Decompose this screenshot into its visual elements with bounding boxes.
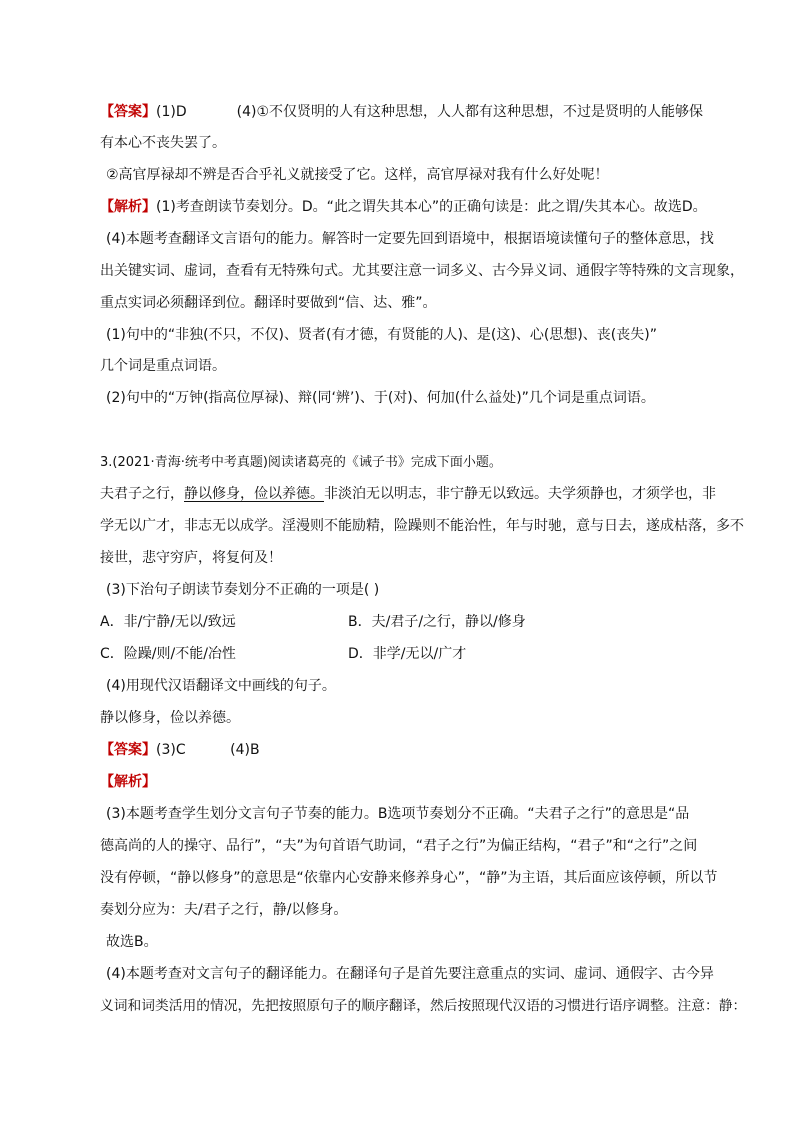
analysis2-line-1: (3)本题考查学生划分文言句子节奏的能力。B选项节奏划分不正确。“夫君子之行”的意思是“品 xyxy=(106,806,690,822)
analysis-line-7: (2)句中的“万钟(指高位厚禄)、辩(同‘辨’)、于(对)、何加(什么益处)”几个词是重点词语。 xyxy=(106,390,655,406)
answer-part-1: (1)D xyxy=(156,104,187,120)
analysis-line-4: 重点实词必须翻译到位。翻译时要做到“信、达、雅”。 xyxy=(100,295,437,311)
answer-text-2: (3)C (4)B xyxy=(156,742,260,758)
answer-tag: 【答案】 xyxy=(100,104,156,120)
analysis-text: (1)考查朗读节奏划分。D。“此之谓失其本心”的正确句读是：此之谓/失其本心。故选D。 xyxy=(156,199,707,215)
answer-part-4: (4)①不仅贤明的人有这种思想，人人都有这种思想，不过是贤明的人能够保 xyxy=(236,104,704,120)
passage-line-1 xyxy=(100,484,716,504)
analysis2-line-6: (4)本题考查对文言句子的翻译能力。在翻译句子是首先要注意重点的实词、虚词、通假字、古今异 xyxy=(106,966,714,982)
option-b: B．夫/君子/之行，静以/修身 xyxy=(348,614,526,630)
option-a: A．非/宁静/无以/致远 xyxy=(100,614,236,630)
options-row-1 xyxy=(100,612,660,632)
passage-pre: 夫君子之行， xyxy=(100,486,184,502)
options-row-2 xyxy=(100,644,660,664)
analysis2-line-4: 奏划分应为：夫/君子之行，静/以修身。 xyxy=(100,902,348,918)
answer-line-3: ②高官厚禄却不辨是否合乎礼义就接受了它。这样，高官厚禄对我有什么好处呢！ xyxy=(106,167,609,183)
option-d: D．非学/无以/广才 xyxy=(348,646,467,662)
question-header: 3.(2021·青海·统考中考真题)阅读诸葛亮的《诫子书》完成下面小题。 xyxy=(100,455,502,470)
analysis-line-3: 出关键实词、虚词，查看有无特殊句式。尤其要注意一词多义、古今异义词、通假字等特殊的文言现象， xyxy=(100,263,744,279)
analysis-heading-2 xyxy=(100,772,156,792)
answer-line-b2 xyxy=(100,740,260,760)
analysis2-line-2: 德高尚的人的操守、品行”，“夫”为句首语气助词，“君子之行”为偏正结构，“君子”和“之行”之间 xyxy=(100,838,698,854)
analysis-line-2: (4)本题考查翻译文言语句的能力。解答时一定要先回到语境中，根据语境读懂句子的整体意思，找 xyxy=(106,231,714,247)
analysis2-line-7: 义词和词类活用的情况，先把按照原句子的顺序翻译，然后按照现代汉语的习惯进行语序调整。注意：静： xyxy=(100,998,747,1014)
analysis2-line-3: 没有停顿，“静以修身”的意思是“依靠内心安静来修养身心”，“静”为主语，其后面应该停顿，所以节 xyxy=(100,870,718,886)
passage-post: 非淡泊无以明志，非宁静无以致远。夫学须静也，才须学也，非 xyxy=(324,486,716,502)
answer-tag-2: 【答案】 xyxy=(100,742,156,758)
analysis-tag: 【解析】 xyxy=(100,199,156,215)
question-4-sentence: 静以修身，俭以养德。 xyxy=(100,710,240,726)
analysis2-line-5: 故选B。 xyxy=(106,934,158,950)
answer-line-2: 有本心不丧失罢了。 xyxy=(100,135,226,151)
passage-line-2: 学无以广才，非志无以成学。淫漫则不能励精，险躁则不能治性，年与时驰，意与日去，遂成枯落，多不 xyxy=(100,518,744,534)
analysis-tag-2: 【解析】 xyxy=(100,774,156,790)
analysis-line-1 xyxy=(100,197,707,217)
option-c: C．险躁/则/不能/冶性 xyxy=(100,646,236,662)
analysis-line-6: 几个词是重点词语。 xyxy=(100,358,226,374)
question-4: (4)用现代汉语翻译文中画线的句子。 xyxy=(106,678,336,694)
underlined-sentence: 静以修身，俭以养德。 xyxy=(184,486,324,502)
question-3: (3)下治句子朗读节奏划分不正确的一项是( ) xyxy=(106,582,380,598)
analysis-line-5: (1)句中的“非独(不只，不仅)、贤者(有才德，有贤能的人)、是(这)、心(思想)、丧(丧失)” xyxy=(106,327,657,343)
answer-line-1 xyxy=(100,102,703,122)
passage-line-3: 接世，悲守穷庐，将复何及！ xyxy=(100,550,282,566)
